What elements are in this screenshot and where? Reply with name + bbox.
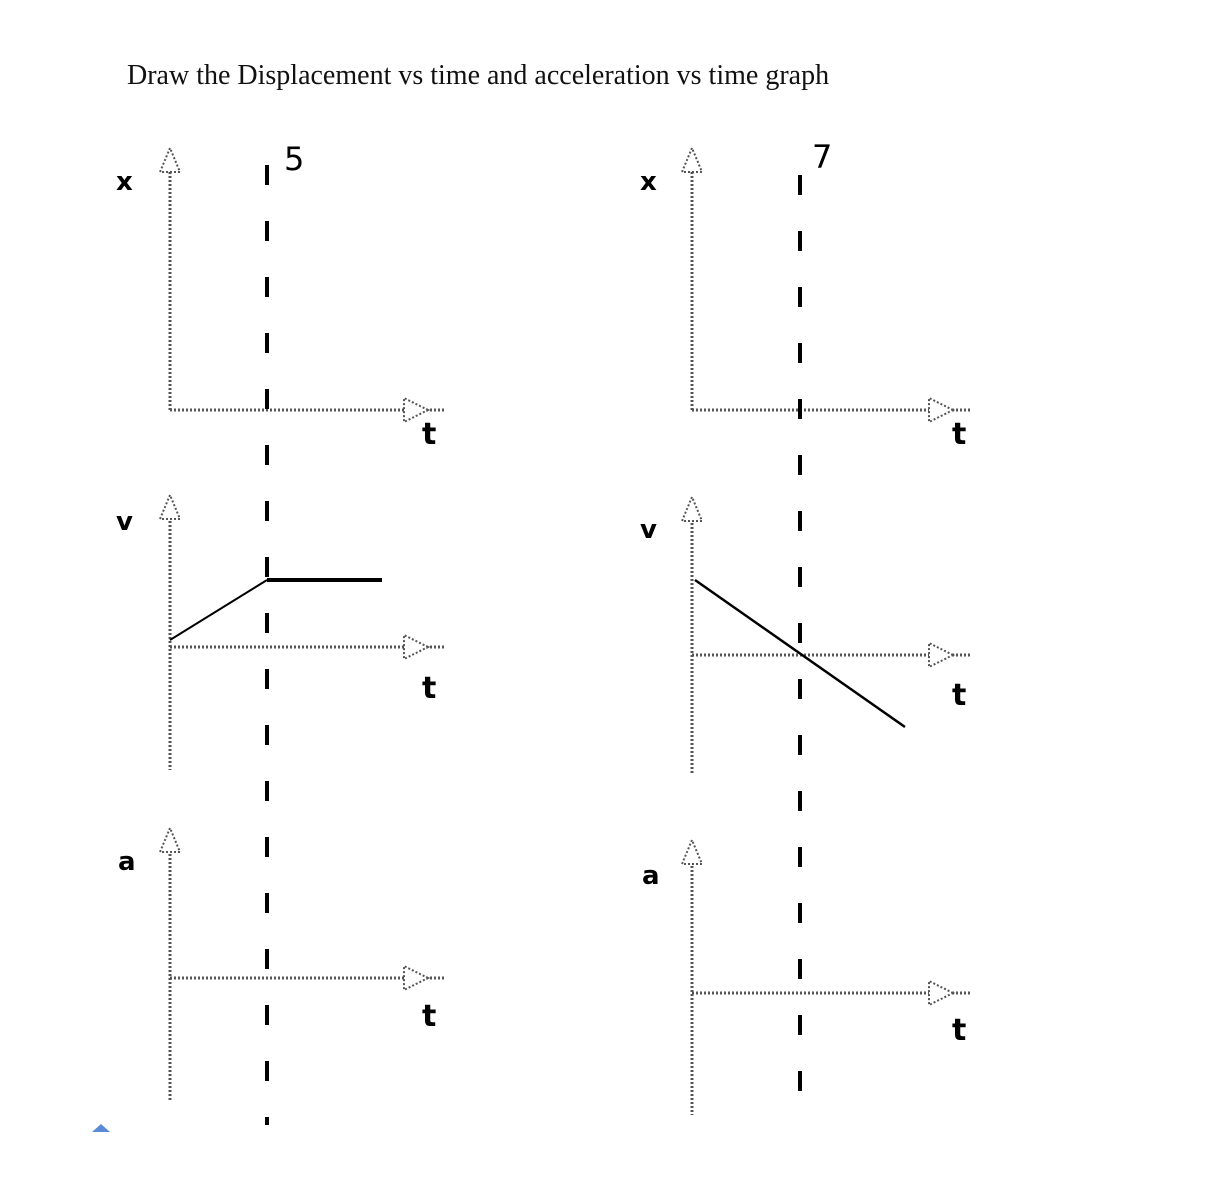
left-velocity-ramp (170, 580, 267, 640)
right-a-label: a (642, 861, 660, 891)
left-time-marker-label: 5 (284, 140, 305, 178)
right-column (640, 138, 970, 1115)
right-a-t-label: t (952, 1013, 967, 1048)
right-a-graph (642, 840, 970, 1115)
anchor-icon (92, 1124, 110, 1132)
right-x-right-arrow-icon (929, 398, 953, 422)
right-v-t-label: t (952, 678, 967, 713)
left-x-graph (116, 148, 445, 452)
right-v-up-arrow-icon (682, 497, 702, 521)
right-x-graph (640, 148, 970, 452)
left-v-graph (116, 495, 445, 770)
right-a-right-arrow-icon (929, 981, 953, 1005)
right-v-label: v (640, 515, 657, 545)
left-x-t-label: t (422, 417, 437, 452)
left-x-label: x (116, 167, 133, 197)
left-column (116, 140, 445, 1125)
left-x-up-arrow-icon (160, 148, 180, 172)
left-a-right-arrow-icon (404, 966, 428, 990)
left-a-up-arrow-icon (160, 828, 180, 852)
right-x-label: x (640, 167, 657, 197)
right-x-up-arrow-icon (682, 148, 702, 172)
right-v-right-arrow-icon (929, 643, 953, 667)
left-v-t-label: t (422, 671, 437, 706)
right-time-marker-label: 7 (812, 138, 833, 176)
left-a-graph (118, 828, 445, 1100)
left-v-right-arrow-icon (404, 635, 428, 659)
left-a-label: a (118, 847, 136, 877)
right-a-up-arrow-icon (682, 840, 702, 864)
left-v-up-arrow-icon (160, 495, 180, 519)
left-a-t-label: t (422, 999, 437, 1034)
right-x-t-label: t (952, 417, 967, 452)
page-title: Draw the Displacement vs time and acceleration vs time graph (127, 60, 830, 91)
left-v-label: v (116, 507, 133, 537)
right-v-graph (640, 497, 970, 775)
